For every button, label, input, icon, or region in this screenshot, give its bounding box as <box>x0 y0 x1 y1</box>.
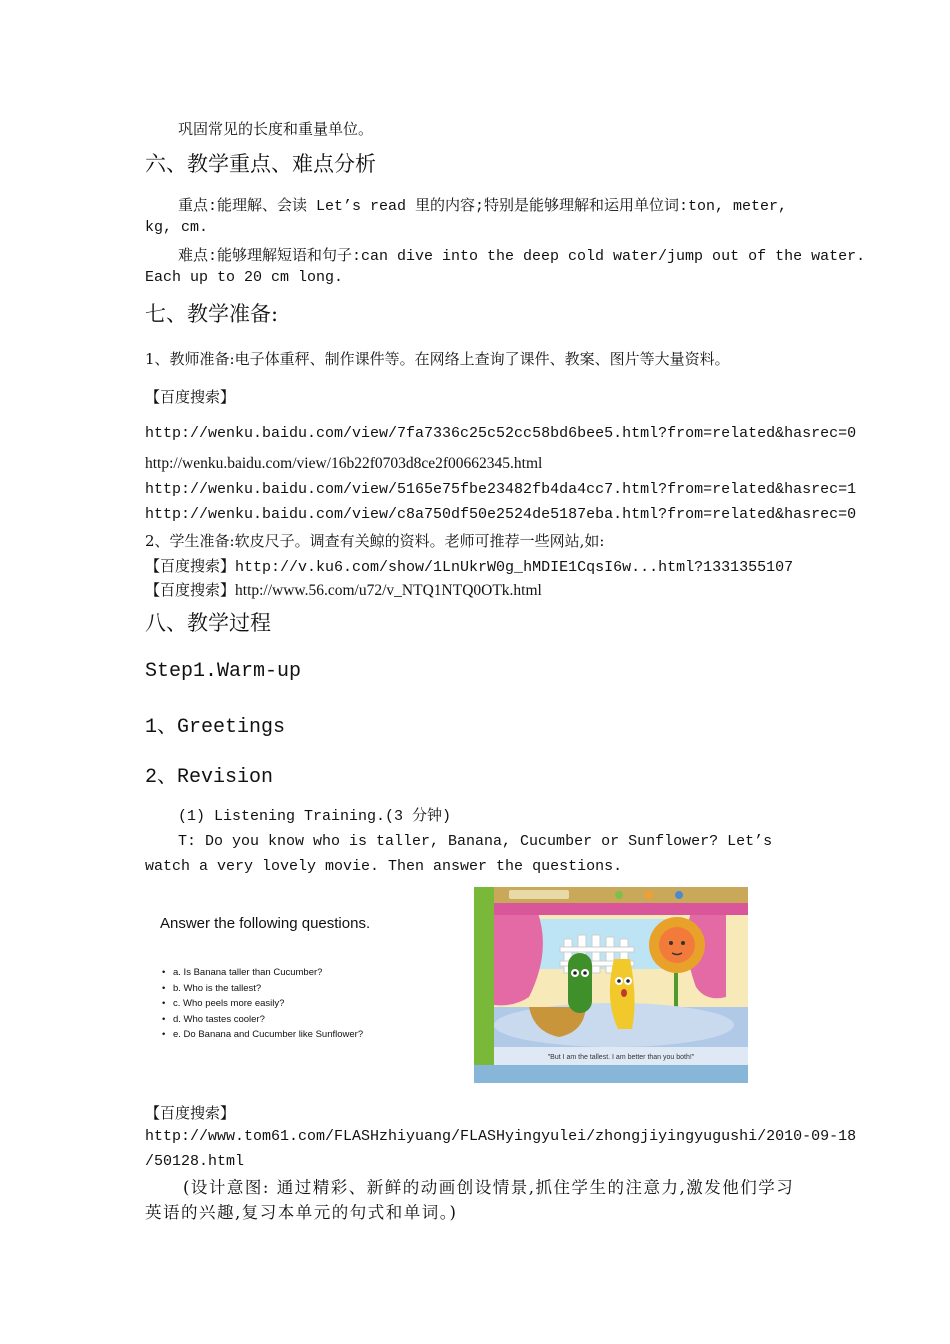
baidu-search-line <box>145 579 810 600</box>
section-heading-7: 七、教学准备: <box>145 302 279 326</box>
list-item: • a. Is Banana taller than Cucumber? <box>162 965 363 981</box>
baidu-label: 【百度搜索】 <box>145 557 236 575</box>
cartoon-image <box>474 887 748 1083</box>
resource-link[interactable]: http://www.56.com/u72/v_NTQ1NTQ0OTk.html <box>235 582 542 599</box>
difficulty-line-2: Each up to 20 cm long. <box>145 269 344 286</box>
resource-link[interactable]: http://wenku.baidu.com/view/7fa7336c25c52cc58bd6bee5.html?from=related&hasrec=0 <box>145 425 857 442</box>
teacher-prompt: T: Do you know who is taller, Banana, Cucumber or Sunflower? Let’s watch a very lovely movie. Then answer the questions. <box>145 833 773 875</box>
step-heading: Step1.Warm-up <box>145 660 302 683</box>
cartoon-caption: "But I am the tallest. I am better than you both!" <box>547 1054 695 1061</box>
list-item: • d. Who tastes cooler? <box>162 1012 363 1028</box>
resource-link[interactable]: http://wenku.baidu.com/view/5165e75fbe23482fb4da4cc7.html?from=related&hasrec=1 <box>145 481 857 498</box>
section-heading-8: 八、教学过程 <box>145 611 271 635</box>
resource-link[interactable]: http://wenku.baidu.com/view/16b22f0703d8ce2f00662345.html <box>145 455 543 472</box>
baidu-label: 【百度搜索】 <box>145 1104 236 1122</box>
key-points-line-2: kg, cm. <box>145 219 209 236</box>
listening-line: (1) Listening Training.(3 分钟) <box>178 808 452 825</box>
section-heading-6: 六、教学重点、难点分析 <box>145 152 376 176</box>
baidu-label: 【百度搜索】 <box>145 388 236 406</box>
design-intent: (设计意图: 通过精彩、新鲜的动画创设情景,抓住学生的注意力,激发他们学习英语的兴趣,复习本单元的句式和单词。) <box>145 1178 795 1222</box>
key-points-line: 重点:能理解、会读 Let’s read 里的内容;特别是能够理解和运用单位词:ton, meter, <box>178 198 788 215</box>
list-item: • c. Who peels more easily? <box>162 996 363 1012</box>
sub-heading: 2、Revision <box>145 766 274 789</box>
baidu-search-line <box>145 555 810 576</box>
resource-link[interactable]: http://www.tom61.com/FLASHzhiyuang/FLASHyingyulei/zhongjiyingyugushi/2010-09-18 <box>145 1128 857 1145</box>
student-prep: 2、学生准备:软皮尺子。调查有关鲸的资料。老师可推荐一些网站,如: <box>145 532 605 550</box>
baidu-label: 【百度搜索】 <box>145 581 236 599</box>
list-item: • e. Do Banana and Cucumber like Sunflower? <box>162 1027 363 1043</box>
list-item: • b. Who is the tallest? <box>162 981 363 997</box>
teacher-prep: 1、教师准备:电子体重秤、制作课件等。在网络上查询了课件、教案、图片等大量资料。 <box>145 350 730 368</box>
difficulty-line: 难点:能够理解短语和句子:can dive into the deep cold water/jump out of the water. <box>178 248 866 265</box>
cartoon-illustration <box>474 887 748 1083</box>
question-slide <box>145 888 445 1084</box>
slide-title: Answer the following questions. <box>160 915 371 932</box>
text-line: 巩固常见的长度和重量单位。 <box>178 120 374 138</box>
question-list <box>162 965 363 1043</box>
resource-link-continued[interactable]: /50128.html <box>145 1153 245 1170</box>
resource-link[interactable]: http://v.ku6.com/show/1LnUkrW0g_hMDIE1CqsI6w...html?1331355107 <box>235 559 794 576</box>
resource-link[interactable]: http://wenku.baidu.com/view/c8a750df50e2524de5187eba.html?from=related&hasrec=0 <box>145 506 857 523</box>
sub-heading: 1、Greetings <box>145 716 286 739</box>
